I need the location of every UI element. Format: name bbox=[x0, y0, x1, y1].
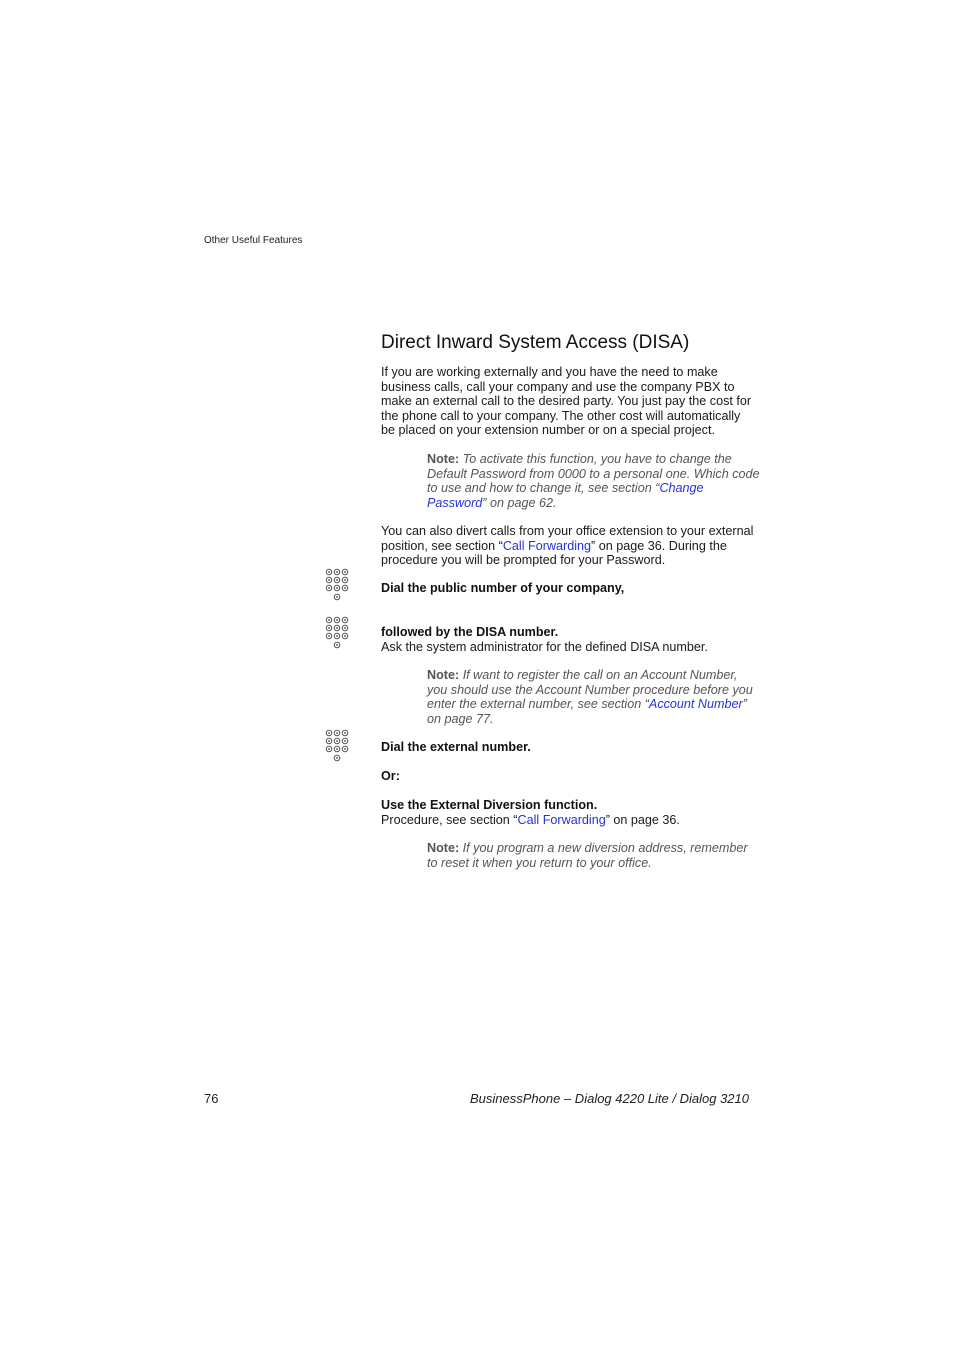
intro-line: be placed on your extension number or on a special project. bbox=[381, 423, 715, 438]
step-diversion bbox=[381, 798, 680, 827]
note-text: on page 77. bbox=[427, 711, 494, 726]
note-text: Default Password from 0000 to a personal one. Which code bbox=[427, 466, 760, 481]
intro-paragraph bbox=[381, 365, 751, 438]
intro-line: the phone call to your company. The other cost will automatically bbox=[381, 408, 741, 423]
note-account bbox=[427, 668, 753, 726]
note-diversion bbox=[427, 841, 748, 870]
step-dial-external: Dial the external number. bbox=[381, 740, 531, 754]
account-number-link[interactable]: Account Number bbox=[648, 697, 743, 712]
note-text: If you program a new diversion address, remember bbox=[459, 841, 748, 855]
divert-line: You can also divert calls from your office extension to your external bbox=[381, 524, 754, 538]
divert-text: position, see section “ bbox=[381, 538, 503, 553]
note-text: ” on page 62. bbox=[482, 495, 557, 510]
note-label: Note: bbox=[427, 452, 460, 466]
step-disa-heading: followed by the DISA number. bbox=[381, 625, 559, 639]
page-title: Direct Inward System Access (DISA) bbox=[381, 332, 690, 353]
step-diversion-text: ” on page 36. bbox=[605, 812, 680, 827]
step-dial-company: Dial the public number of your company, bbox=[381, 581, 625, 595]
footer-doc-title: BusinessPhone – Dialog 4220 Lite / Dialog 3210 bbox=[470, 1091, 749, 1106]
divert-paragraph bbox=[381, 524, 753, 568]
call-forwarding-link[interactable]: Call Forwarding bbox=[517, 812, 606, 827]
keypad-icon bbox=[325, 616, 351, 650]
intro-line: business calls, call your company and use the company PBX to bbox=[381, 379, 735, 394]
note-text: If want to register the call on an Account Number, bbox=[462, 668, 738, 682]
note-text: to reset it when you return to your office. bbox=[427, 855, 652, 870]
note-text: to use and how to change it, see section “ bbox=[427, 481, 660, 496]
running-header: Other Useful Features bbox=[204, 235, 303, 246]
step-diversion-heading: Use the External Diversion function. bbox=[381, 798, 598, 812]
change-password-link[interactable]: Password bbox=[427, 495, 483, 510]
note-text: To activate this function, you have to change the bbox=[462, 452, 732, 466]
note-label: Note: bbox=[427, 841, 460, 855]
divert-text: ” on page 36. During the bbox=[591, 538, 727, 553]
change-password-link[interactable]: Change bbox=[659, 481, 704, 496]
divert-line: procedure you will be prompted for your Password. bbox=[381, 553, 666, 568]
step-or: Or: bbox=[381, 769, 400, 783]
keypad-icon bbox=[325, 568, 351, 602]
note-text: you should use the Account Number procedure before you bbox=[427, 682, 753, 697]
keypad-icon bbox=[325, 729, 351, 763]
step-disa-desc: Ask the system administrator for the defined DISA number. bbox=[381, 639, 708, 654]
note-password bbox=[427, 452, 760, 510]
call-forwarding-link[interactable]: Call Forwarding bbox=[502, 538, 591, 553]
note-label: Note: bbox=[427, 668, 460, 682]
note-text: enter the external number, see section “ bbox=[427, 697, 649, 712]
page-number: 76 bbox=[204, 1091, 219, 1106]
step-disa bbox=[381, 625, 708, 654]
intro-line: If you are working externally and you have the need to make bbox=[381, 365, 718, 379]
note-text: ” bbox=[742, 697, 747, 712]
intro-line: make an external call to the desired party. You just pay the cost for bbox=[381, 394, 752, 409]
step-diversion-text: Procedure, see section “ bbox=[381, 812, 518, 827]
